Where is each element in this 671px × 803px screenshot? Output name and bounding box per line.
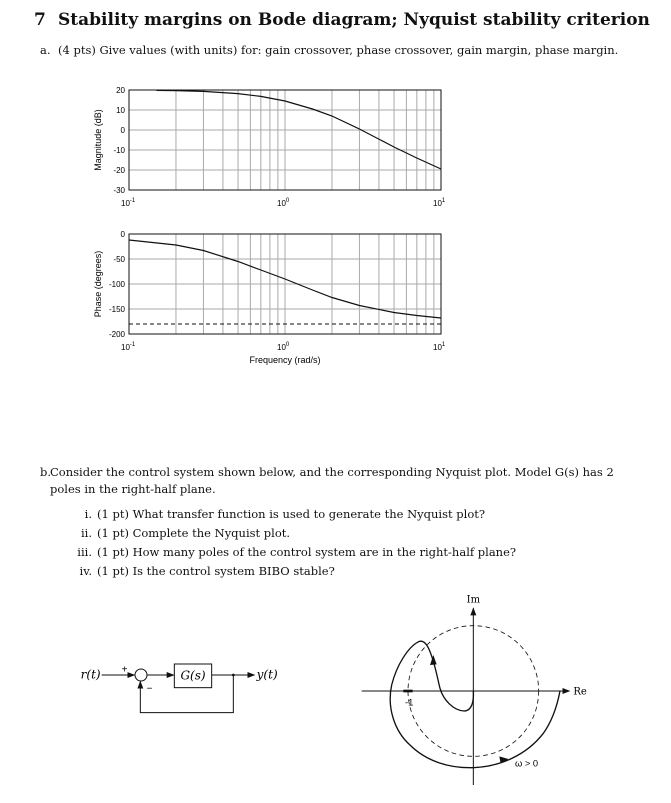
x-axis-label: Frequency (rad/s) — [249, 355, 321, 365]
x-tick-label — [121, 342, 136, 352]
bode-diagram — [0, 0, 671, 380]
y-axis-label: Magnitude (dB) — [93, 109, 103, 171]
y-tick-label: 10 — [116, 106, 125, 115]
x-tick-exponent: 0 — [285, 198, 290, 204]
x-tick-base: 10 — [121, 343, 130, 352]
y-tick-label: -20 — [113, 166, 125, 175]
item-text: (1 pt) What transfer function is used to generate the Nyquist plot? — [97, 507, 486, 521]
plus-sign: + — [121, 664, 128, 676]
item-text: (1 pt) Is the control system BIBO stable? — [97, 564, 335, 578]
nyquist-plot — [340, 585, 600, 795]
y-tick-label: 0 — [120, 230, 125, 239]
block-diagram — [80, 640, 300, 740]
x-tick-exponent: 1 — [441, 198, 446, 204]
direction-arrow-up — [430, 655, 437, 665]
summing-junction — [135, 669, 147, 681]
item-number: iii. — [77, 545, 92, 559]
x-tick-base: 10 — [277, 199, 286, 208]
x-tick-label — [277, 342, 290, 352]
part-a-text: (4 pts) Give values (with units) for: gain crossover, phase crossover, gain margin, phase margin. — [58, 43, 619, 57]
minus-one-label: -1 — [405, 697, 414, 708]
y-tick-label: -150 — [108, 305, 125, 314]
y-tick-label: 20 — [116, 86, 125, 95]
re-label: Re — [573, 686, 587, 698]
x-tick-base: 10 — [433, 199, 442, 208]
part-b-label: b. — [40, 465, 52, 479]
section-number: 7 — [34, 10, 46, 30]
input-signal-label: r(t) — [80, 667, 101, 682]
x-tick-exponent: 1 — [441, 342, 446, 348]
item-text: (1 pt) How many poles of the control system are in the right-half plane? — [97, 545, 517, 559]
y-axis-label: Phase (degrees) — [93, 250, 103, 318]
item-number: i. — [84, 507, 92, 521]
y-tick-label: -50 — [113, 255, 125, 264]
y-tick-label: -200 — [108, 330, 125, 339]
y-tick-label: 0 — [120, 126, 125, 135]
minus-sign: − — [146, 683, 153, 695]
plant-label: G(s) — [180, 668, 206, 683]
x-tick-label — [433, 342, 446, 352]
section-title: Stability margins on Bode diagram; Nyquist stability criterion — [58, 10, 650, 30]
part-a-label: a. — [40, 43, 51, 57]
im-label: Im — [466, 594, 481, 606]
x-tick-base: 10 — [277, 343, 286, 352]
x-tick-label — [277, 198, 290, 208]
y-tick-label: -10 — [113, 146, 125, 155]
x-tick-label — [121, 198, 136, 208]
item-text: (1 pt) Complete the Nyquist plot. — [97, 526, 291, 540]
item-number: ii. — [80, 526, 92, 540]
y-tick-label: -30 — [113, 186, 125, 195]
y-tick-label: -100 — [108, 280, 125, 289]
x-tick-label — [433, 198, 446, 208]
x-tick-base: 10 — [433, 343, 442, 352]
omega-label: ω > 0 — [515, 758, 539, 769]
output-signal-label: y(t) — [256, 667, 278, 682]
part-b-line1: Consider the control system shown below, and the corresponding Nyquist plot. Model G(s) has 2 — [50, 465, 614, 479]
item-number: iv. — [79, 564, 92, 578]
part-b-line2: poles in the right-half plane. — [50, 482, 216, 496]
x-tick-exponent: -1 — [129, 198, 136, 204]
x-tick-exponent: -1 — [129, 342, 136, 348]
x-tick-base: 10 — [121, 199, 130, 208]
nyquist-curve — [390, 641, 560, 768]
x-tick-exponent: 0 — [285, 342, 290, 348]
